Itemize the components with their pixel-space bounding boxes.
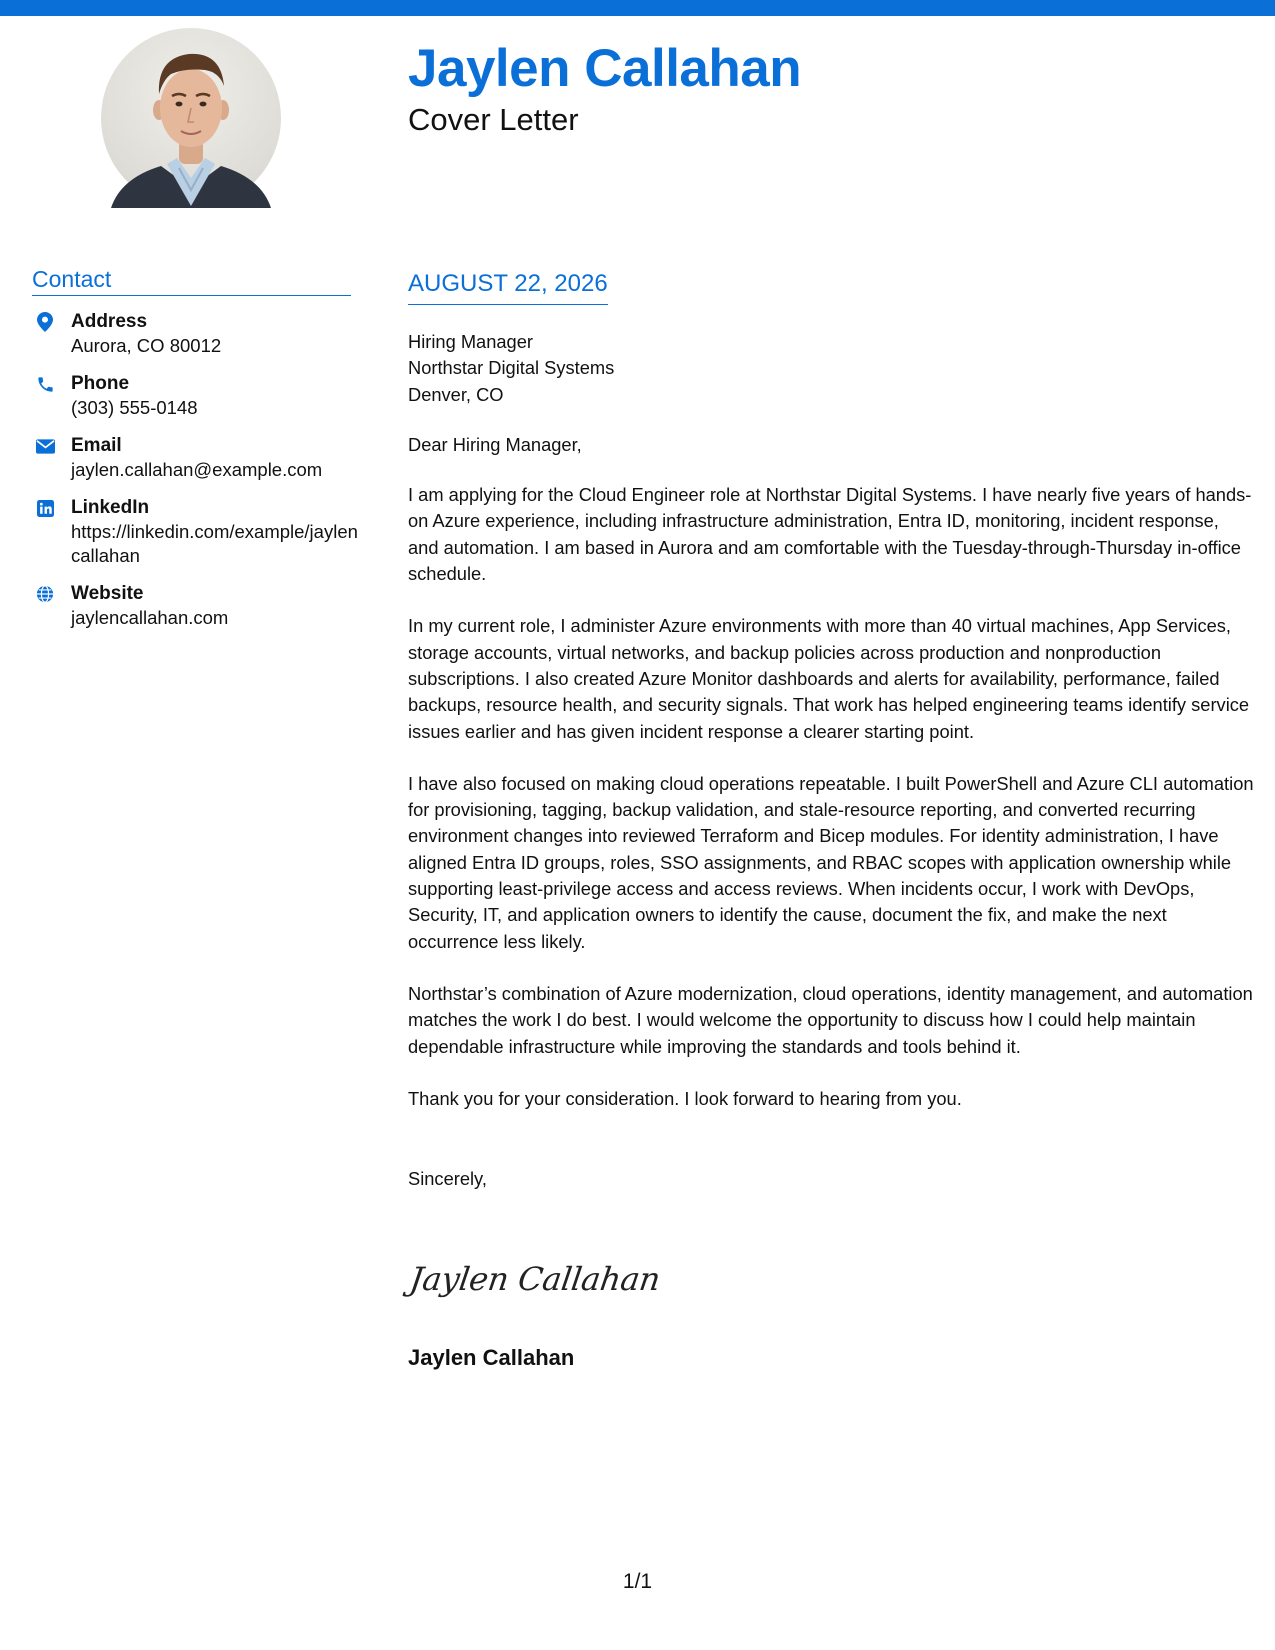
contact-label: Email xyxy=(71,435,122,456)
recipient-line: Northstar Digital Systems xyxy=(408,357,615,379)
recipient-line: Denver, CO xyxy=(408,383,504,405)
contact-label: Phone xyxy=(71,373,130,394)
contact-list xyxy=(32,310,362,644)
signed-name: Jaylen Callahan xyxy=(408,1345,575,1370)
contact-item-linkedin xyxy=(32,496,362,568)
body-paragraph: I have also focused on making cloud operations repeatable. I built PowerShell and Azure CLI automation for provisioning, tagging, backup validation, and stale-resource reporting, and converted recurring environment changes into reviewed Terraform and Bicep modules. For identity administration, I have aligned Entra ID groups, roles, SSO assignments, and RBAC scopes with application ownership while supporting least-privilege access and access reviews. When incidents occur, I work with DevOps, Security, IT, and application owners to identify the cause, document the fix, and make the next occurrence less likely. xyxy=(408,772,1254,952)
contact-label: LinkedIn xyxy=(71,497,150,518)
linkedin-value[interactable]: https://linkedin.com/example/jaylencallahan xyxy=(71,521,358,566)
applicant-name: Jaylen Callahan xyxy=(408,39,802,98)
website-value[interactable]: jaylencallahan.com xyxy=(71,607,229,628)
profile-photo xyxy=(101,28,281,208)
contact-label: Address xyxy=(71,311,148,332)
email-value[interactable]: jaylen.callahan@example.com xyxy=(71,459,323,480)
svg-text:Jaylen Callahan: Jaylen Callahan xyxy=(407,1260,663,1298)
body-paragraph: I am applying for the Cloud Engineer role at Northstar Digital Systems. I have nearly five years of hands-on Azure experience, including infrastructure administration, Entra ID, monitoring, incident response, and automation. I am based in Aurora and am comfortable with the Tuesday-through-Thursday in-office schedule. xyxy=(408,484,1252,585)
contact-item-phone xyxy=(32,372,362,420)
phone-value: (303) 555-0148 xyxy=(71,397,198,418)
handwritten-signature xyxy=(407,1252,670,1313)
document-title: Cover Letter xyxy=(408,102,579,137)
top-accent-bar xyxy=(0,0,1275,16)
contact-label: Website xyxy=(71,583,144,604)
letter-date: AUGUST 22, 2026 xyxy=(408,270,608,305)
address-value: Aurora, CO 80012 xyxy=(71,335,222,356)
body-paragraph: In my current role, I administer Azure environments with more than 40 virtual machines, App Services, storage accounts, virtual networks, and backup policies across production and nonproduction subscriptions. I also created Azure Monitor dashboards and alerts for availability, performance, failed backups, resource health, and security signals. That work has helped engineering teams identify service issues earlier and has given incident response a clearer starting point. xyxy=(408,615,1250,742)
contact-heading: Contact xyxy=(32,266,351,296)
recipient-block xyxy=(408,329,1254,408)
recipient-line: Hiring Manager xyxy=(408,331,533,352)
contact-item-email xyxy=(32,434,362,482)
globe-icon xyxy=(35,584,55,604)
page-number: 1/1 xyxy=(622,1570,653,1593)
linkedin-icon xyxy=(35,498,55,518)
map-pin-icon xyxy=(35,312,55,332)
closing: Sincerely, xyxy=(408,1168,487,1190)
phone-icon xyxy=(35,374,55,394)
body-paragraph: Northstar’s combination of Azure modernization, cloud operations, identity management, and automation matches the work I do best. I would welcome the opportunity to discuss how I could help maintain dependable infrastructure while improving the standards and tools behind it. xyxy=(408,982,1253,1057)
greeting: Dear Hiring Manager, xyxy=(408,433,582,455)
envelope-icon xyxy=(35,436,55,456)
letter-body xyxy=(408,329,1254,1192)
body-paragraph: Thank you for your consideration. I look forward to hearing from you. xyxy=(408,1087,962,1109)
contact-item-address xyxy=(32,310,362,358)
contact-item-website xyxy=(32,582,362,630)
